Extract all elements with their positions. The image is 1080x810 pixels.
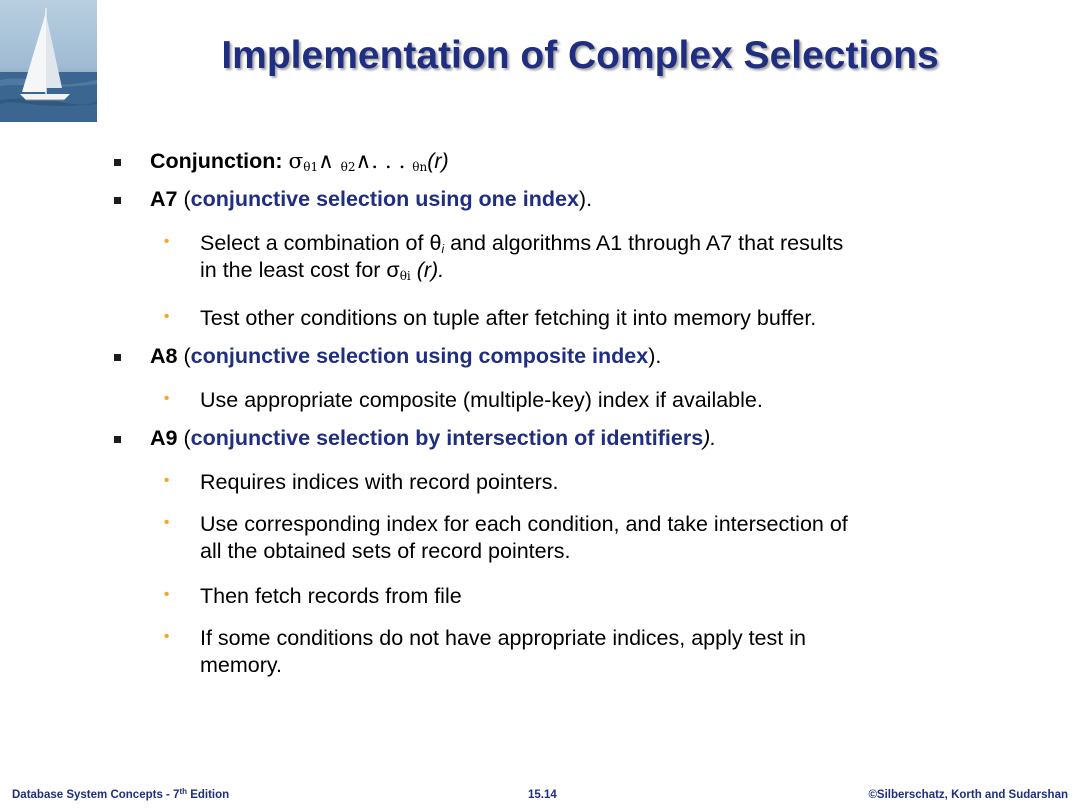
sub-bullet-icon: •: [164, 390, 170, 407]
bullet-a9: A9 (conjunctive selection by intersection of identifiers).: [150, 426, 717, 450]
sub-bullet-composite-index: Use appropriate composite (multiple-key) index if available.: [200, 388, 763, 412]
footer-slide-number: 15.14: [528, 789, 557, 801]
sub-bullet-icon: •: [164, 628, 170, 645]
sub-bullet-icon: •: [164, 514, 170, 531]
bullet-a7: A7 (conjunctive selection using one index).: [150, 187, 593, 211]
sub-bullet-apply-test: If some conditions do not have appropriate indices, apply test in memory.: [200, 626, 806, 677]
sub-bullet-icon: •: [164, 586, 170, 603]
slide-title: Implementation of Complex Selections: [221, 34, 939, 77]
square-bullet-icon: [114, 197, 121, 204]
sub-bullet-fetch-records: Then fetch records from file: [200, 584, 462, 608]
square-bullet-icon: [114, 436, 121, 443]
bullet-conjunction: Conjunction: $\sigma_{\theta 1}\wedge$ $_{\theta 2}$∧. . . $_{\theta n}$(r): [150, 149, 449, 174]
bullet-a8: A8 (conjunctive selection using composite index).: [150, 344, 662, 368]
sub-bullet-select-combination: Select a combination of $\theta_i$ and algorithms A1 through A7 that results in the least cost for $\sigma_{\theta i}$ (r).: [200, 231, 844, 283]
sub-bullet-icon: •: [164, 308, 170, 325]
sub-bullet-record-pointers: Requires indices with record pointers.: [200, 470, 559, 494]
square-bullet-icon: [114, 354, 121, 361]
footer-book-title: Database System Concepts - 7th Edition: [12, 787, 230, 801]
sub-bullet-icon: •: [164, 233, 170, 250]
footer-copyright: ©Silberschatz, Korth and Sudarshan: [868, 789, 1068, 801]
square-bullet-icon: [114, 159, 121, 166]
sub-bullet-intersection: Use corresponding index for each condition, and take intersection of all the obtained sets of record pointers.: [200, 512, 848, 563]
sub-bullet-test-conditions: Test other conditions on tuple after fetching it into memory buffer.: [200, 306, 817, 330]
sub-bullet-icon: •: [164, 472, 170, 489]
